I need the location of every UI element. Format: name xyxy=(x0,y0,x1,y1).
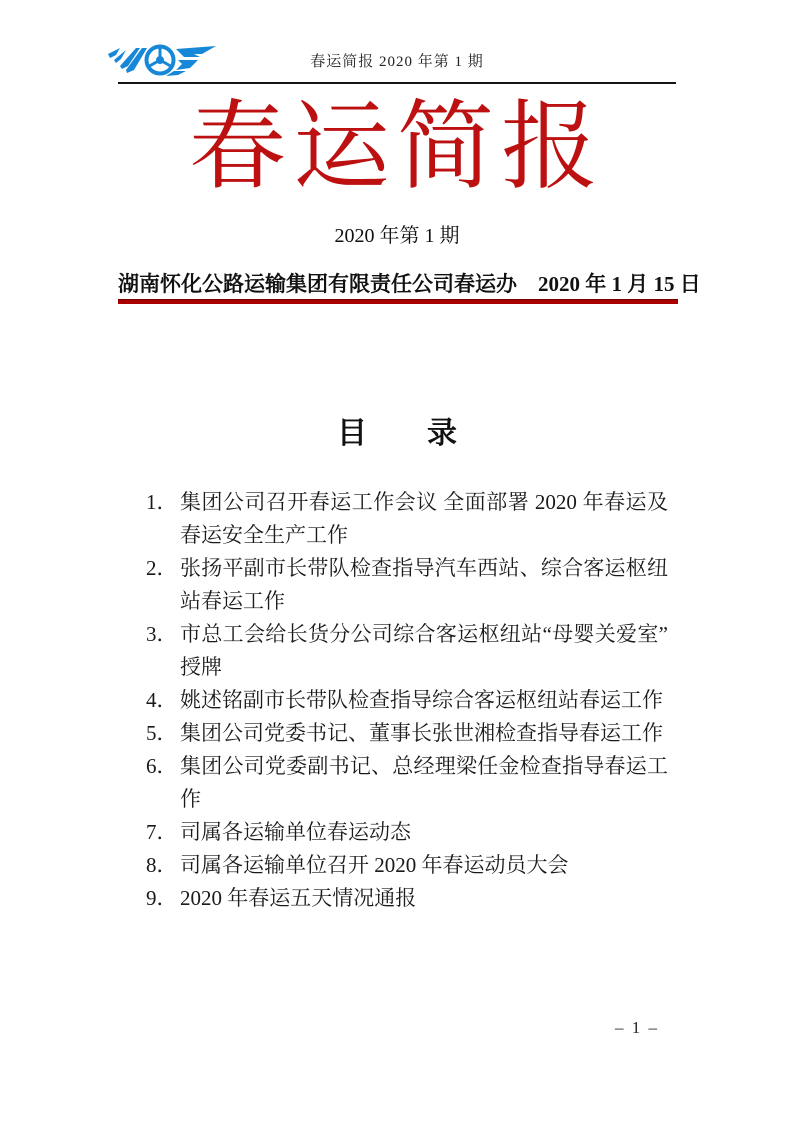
toc-item-number: 7． xyxy=(146,820,178,844)
toc-item-number: 5． xyxy=(146,721,178,745)
toc-item-number: 9． xyxy=(146,886,178,910)
toc-item-number: 4． xyxy=(146,688,178,712)
toc-item-number: 6． xyxy=(146,754,178,778)
toc-item-text: 张扬平副市长带队检查指导汽车西站、综合客运枢纽站春运工作 xyxy=(180,556,668,613)
toc-item xyxy=(146,717,668,750)
toc-item xyxy=(146,486,668,552)
bulletin-title: 春运简报 xyxy=(189,94,605,201)
toc-item-text: 2020 年春运五天情况通报 xyxy=(180,886,417,910)
toc-item-text: 集团公司召开春运工作会议 全面部署 2020 年春运及春运安全生产工作 xyxy=(180,490,668,547)
toc-item-number: 2． xyxy=(146,556,178,580)
toc-item-text: 司属各运输单位春运动态 xyxy=(180,820,411,844)
toc-item xyxy=(146,849,668,882)
page-number: – 1 – xyxy=(615,1018,659,1037)
toc-item-text: 姚述铭副市长带队检查指导综合客运枢纽站春运工作 xyxy=(180,688,663,712)
publisher-date-line: 湖南怀化公路运输集团有限责任公司春运办 2020 年 1 月 15 日 xyxy=(118,272,701,296)
header-issue-label: 春运简报 2020 年第 1 期 xyxy=(310,54,484,70)
toc-item-number: 1． xyxy=(146,490,178,514)
toc-item-text: 市总工会给长货分公司综合客运枢纽站“母婴关爱室”授牌 xyxy=(180,622,668,679)
toc-list xyxy=(146,486,668,915)
toc-item-text: 集团公司党委副书记、总经理梁任金检查指导春运工作 xyxy=(180,754,668,811)
toc-heading: 目 录 xyxy=(337,417,457,450)
issue-number: 2020 年第 1 期 xyxy=(334,225,460,247)
toc-item-text: 司属各运输单位召开 2020 年春运动员大会 xyxy=(180,853,569,877)
toc-item xyxy=(146,882,668,915)
toc-item xyxy=(146,816,668,849)
toc-item xyxy=(146,552,668,618)
header-rule xyxy=(118,82,676,84)
toc-item-number: 3． xyxy=(146,622,178,646)
toc-item xyxy=(146,750,668,816)
masthead-red-rule xyxy=(118,299,678,304)
toc-item-text: 集团公司党委书记、董事长张世湘检查指导春运工作 xyxy=(180,721,663,745)
toc-item xyxy=(146,684,668,717)
toc-item xyxy=(146,618,668,684)
toc-item-number: 8． xyxy=(146,853,178,877)
